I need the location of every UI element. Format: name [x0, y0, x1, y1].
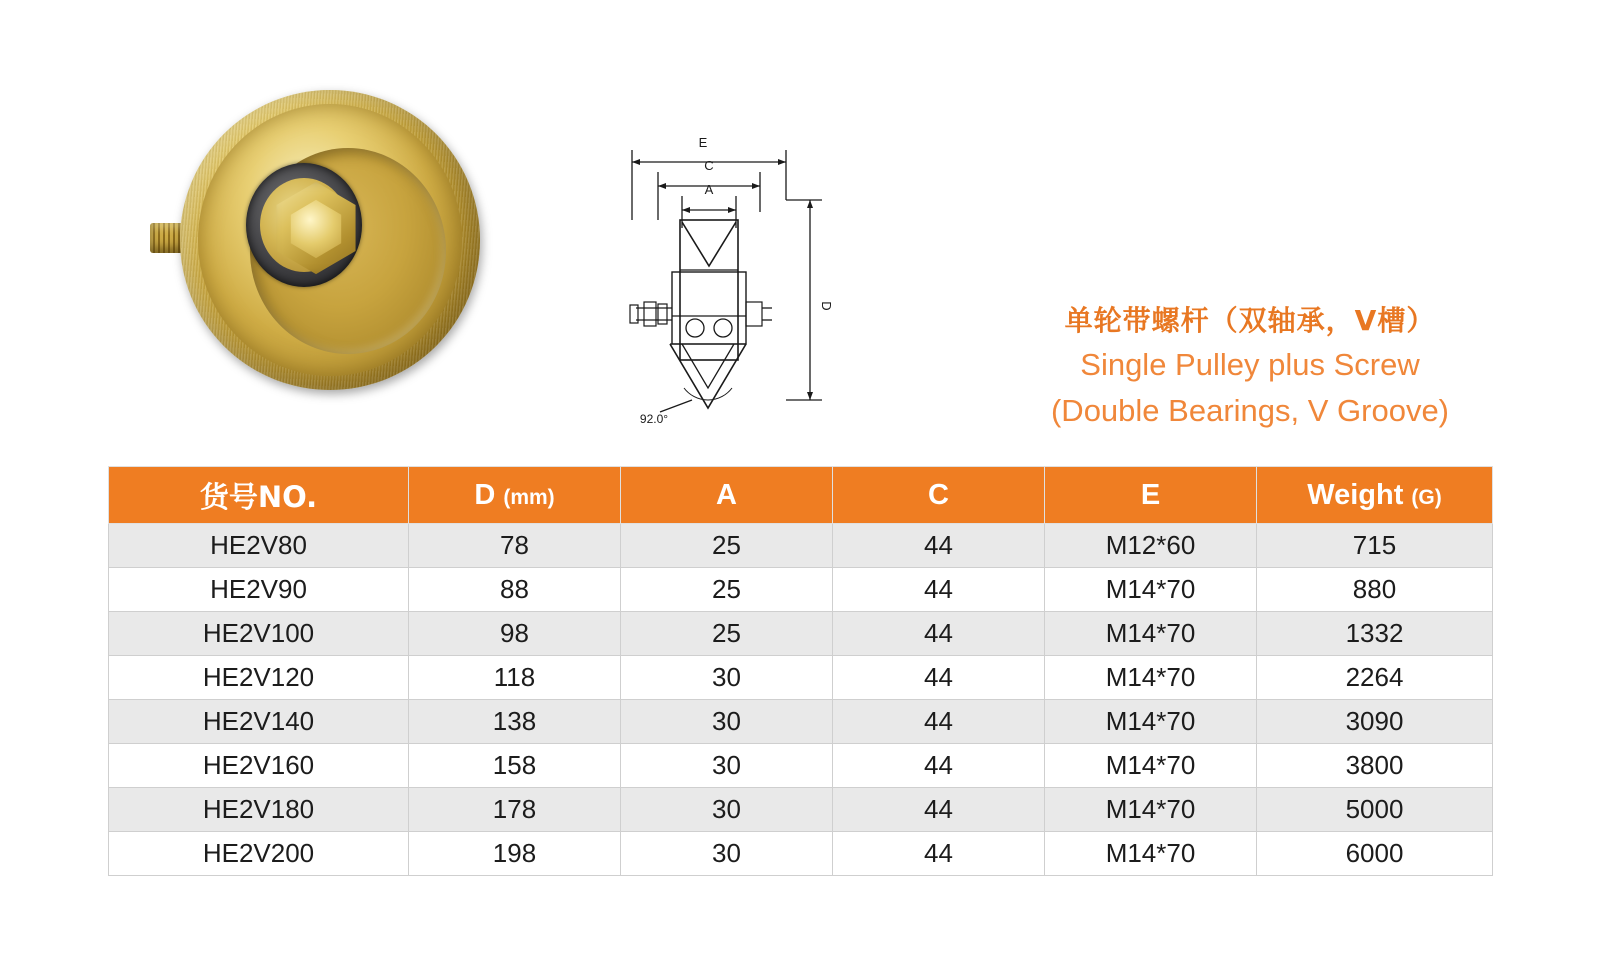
cell-no: HE2V80 [109, 524, 409, 568]
cell-e: M14*70 [1045, 656, 1257, 700]
table-header-weight [1257, 467, 1493, 524]
cell-no: HE2V90 [109, 568, 409, 612]
hex-nut [270, 180, 362, 276]
cell-d: 118 [409, 656, 621, 700]
table-row [109, 568, 1493, 612]
table-header-a-label: A [716, 478, 737, 511]
product-title-en-line2: (Double Bearings, V Groove) [1050, 392, 1450, 428]
table-header-weight-unit: (G) [1411, 485, 1442, 509]
product-title-block [1000, 300, 1500, 434]
technical-drawing [600, 120, 930, 430]
cell-e: M14*70 [1045, 700, 1257, 744]
cell-weight: 715 [1257, 524, 1493, 568]
table-row [109, 744, 1493, 788]
product-title-en-line1: Single Pulley plus Screw [1080, 347, 1420, 382]
table-header-c-label: C [928, 478, 949, 511]
drawing-label-angle: 92.0° [639, 412, 669, 426]
table-header-e-label: E [1140, 478, 1161, 511]
cell-no: HE2V120 [109, 656, 409, 700]
table-row [109, 700, 1493, 744]
table-header-e [1045, 467, 1257, 524]
table-row [109, 524, 1493, 568]
cell-weight: 1332 [1257, 612, 1493, 656]
product-overview-section [0, 0, 1600, 455]
cell-weight: 3090 [1257, 700, 1493, 744]
table-row [109, 612, 1493, 656]
drawing-label-C: C [704, 158, 714, 173]
cell-a: 30 [621, 832, 833, 876]
cell-a: 25 [621, 612, 833, 656]
cell-c: 44 [833, 832, 1045, 876]
cell-no: HE2V200 [109, 832, 409, 876]
cell-c: 44 [833, 568, 1045, 612]
specification-table [108, 466, 1493, 876]
table-row [109, 832, 1493, 876]
cell-weight: 880 [1257, 568, 1493, 612]
table-header-d-label: D [474, 478, 496, 511]
table-header-d-unit: (mm) [503, 485, 555, 509]
cell-e: M12*60 [1045, 524, 1257, 568]
table-header-no [109, 467, 409, 524]
cell-no: HE2V160 [109, 744, 409, 788]
cell-c: 44 [833, 744, 1045, 788]
cell-d: 98 [409, 612, 621, 656]
product-title-cn: 单轮带螺杆（双轴承，V槽） [1064, 304, 1436, 337]
cell-e: M14*70 [1045, 612, 1257, 656]
cell-c: 44 [833, 612, 1045, 656]
cell-a: 30 [621, 700, 833, 744]
cell-c: 44 [833, 788, 1045, 832]
cell-a: 30 [621, 788, 833, 832]
cell-weight: 6000 [1257, 832, 1493, 876]
table-header-weight-label: Weight [1307, 478, 1404, 511]
drawing-label-A: A [704, 182, 714, 197]
table-row [109, 788, 1493, 832]
cell-weight: 5000 [1257, 788, 1493, 832]
table-header-no-label: 货号NO. [199, 479, 318, 514]
drawing-label-E: E [698, 135, 708, 150]
cell-e: M14*70 [1045, 744, 1257, 788]
cell-d: 178 [409, 788, 621, 832]
cell-d: 198 [409, 832, 621, 876]
cell-c: 44 [833, 656, 1045, 700]
table-header-a [621, 467, 833, 524]
cell-a: 30 [621, 656, 833, 700]
cell-c: 44 [833, 524, 1045, 568]
cell-a: 25 [621, 568, 833, 612]
cell-no: HE2V100 [109, 612, 409, 656]
cell-a: 25 [621, 524, 833, 568]
cell-no: HE2V140 [109, 700, 409, 744]
cell-e: M14*70 [1045, 788, 1257, 832]
cell-no: HE2V180 [109, 788, 409, 832]
drawing-label-D: D [819, 301, 834, 311]
table-row [109, 656, 1493, 700]
table-header-row [109, 467, 1493, 524]
cell-d: 138 [409, 700, 621, 744]
table-header-d [409, 467, 621, 524]
cell-a: 30 [621, 744, 833, 788]
cell-weight: 3800 [1257, 744, 1493, 788]
cell-weight: 2264 [1257, 656, 1493, 700]
cell-e: M14*70 [1045, 568, 1257, 612]
cell-d: 78 [409, 524, 621, 568]
cell-c: 44 [833, 700, 1045, 744]
cell-e: M14*70 [1045, 832, 1257, 876]
technical-drawing-svg [600, 120, 930, 430]
cell-d: 158 [409, 744, 621, 788]
table-header-c [833, 467, 1045, 524]
cell-d: 88 [409, 568, 621, 612]
product-photo [150, 75, 550, 405]
